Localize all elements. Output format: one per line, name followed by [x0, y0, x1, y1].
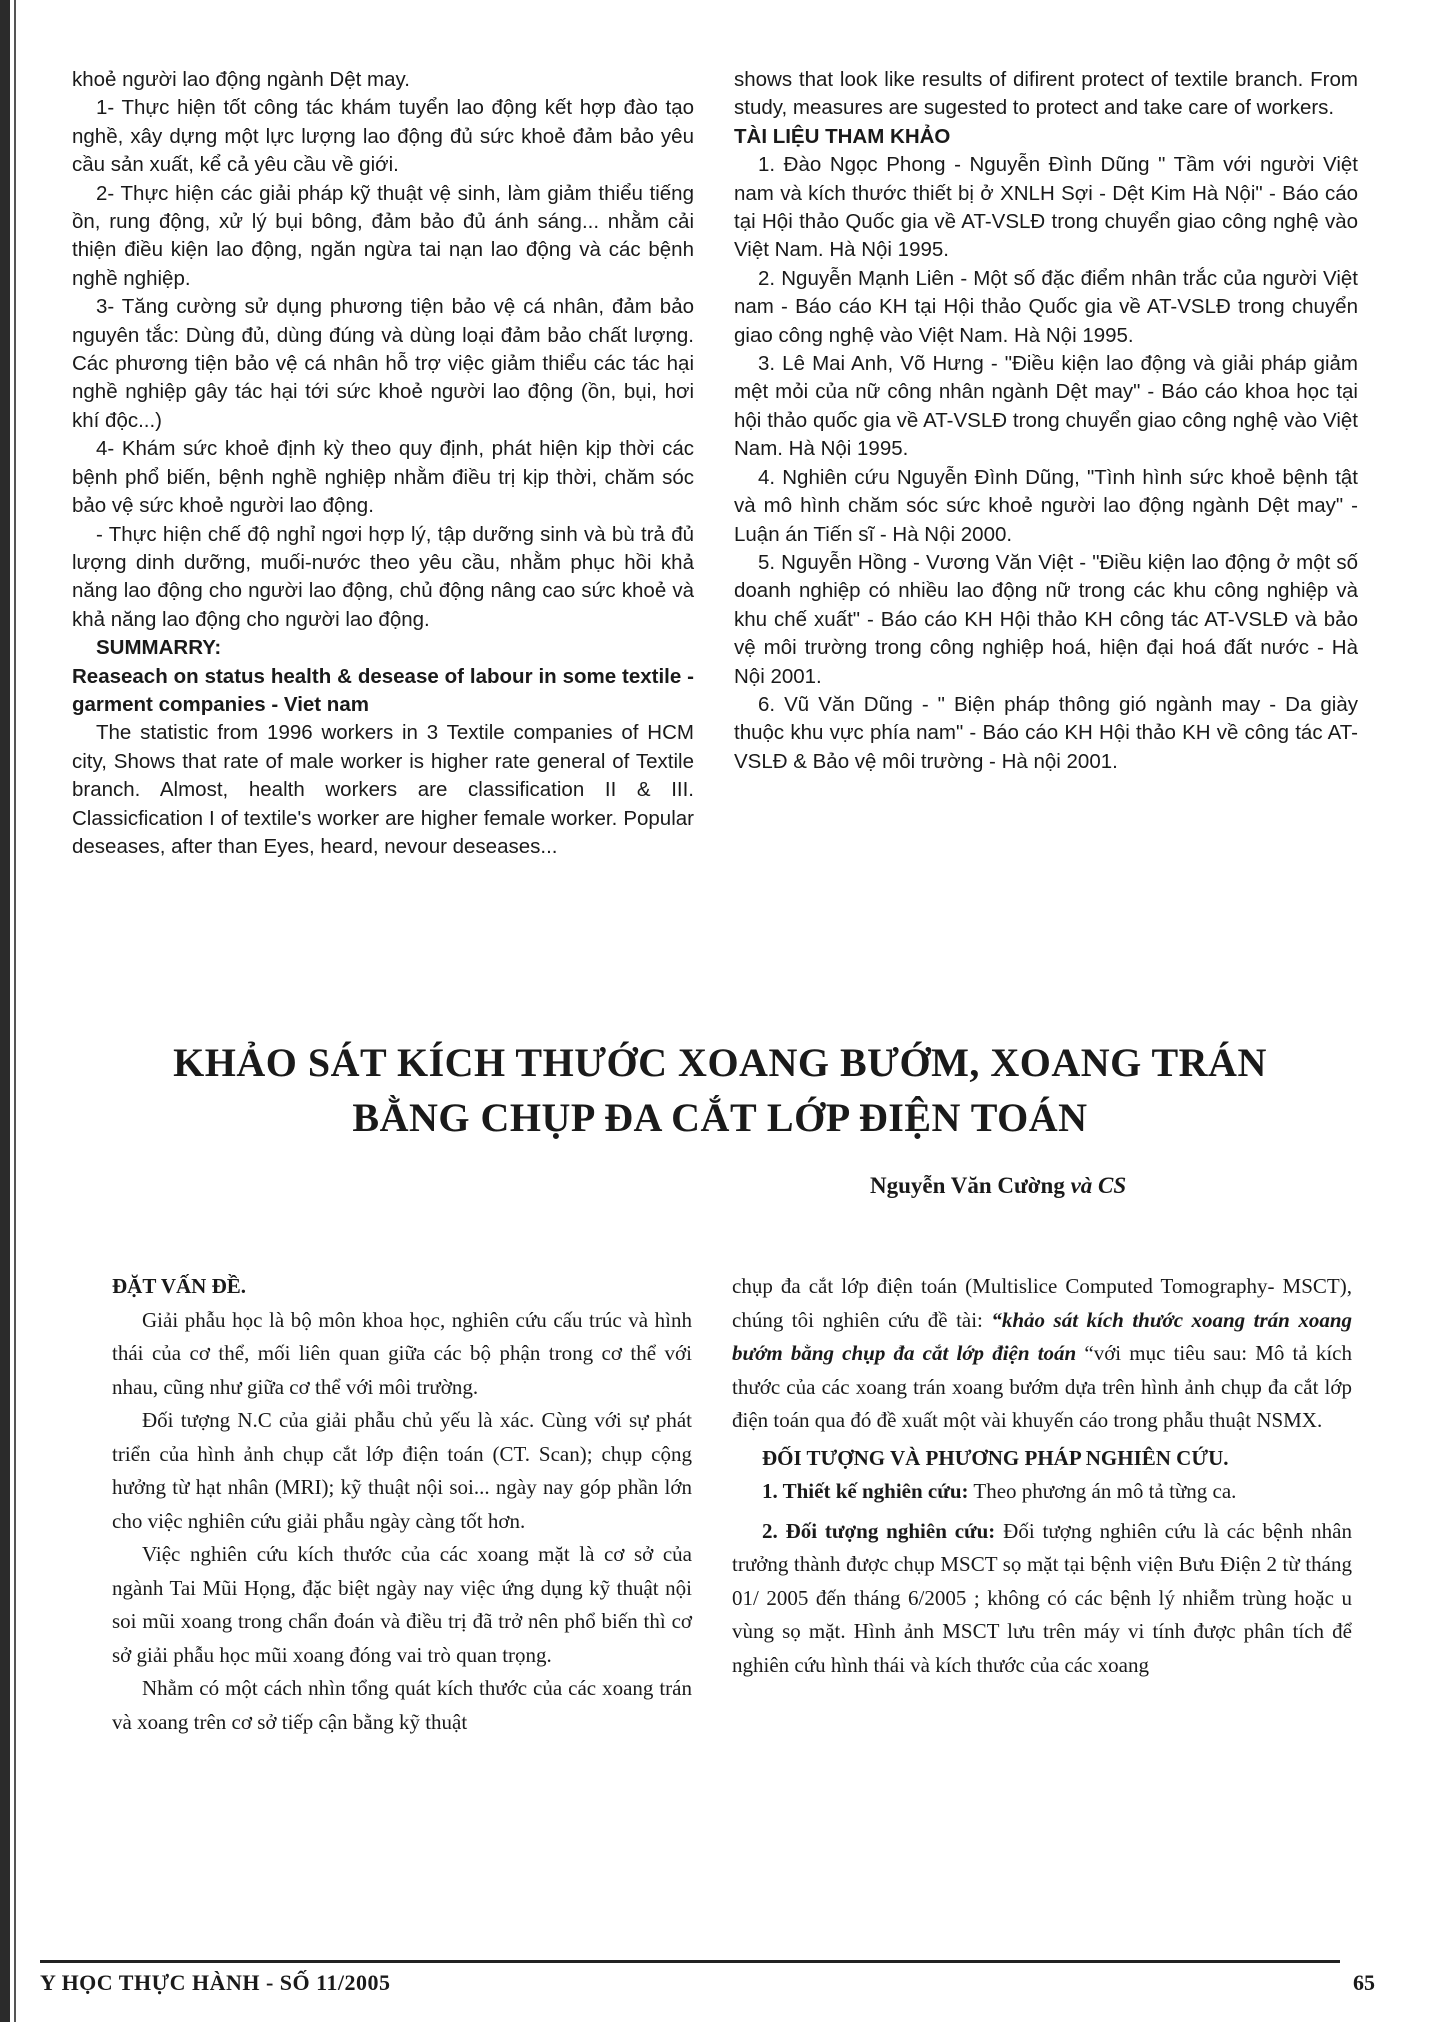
article-title-line-2: BẰNG CHỤP ĐA CẮT LỚP ĐIỆN TOÁN	[352, 1095, 1088, 1140]
paragraph: 4- Khám sức khoẻ định kỳ theo quy định, phát hiện kịp thời các bệnh phổ biến, bệnh nghề nghiệp nhằm điều trị kịp thời, chăm sóc bảo vệ sức khoẻ người lao động.	[72, 437, 694, 518]
summary-label: SUMMARRY:	[96, 636, 222, 660]
page-spine-line	[14, 0, 16, 2022]
paragraph: Nhằm có một cách nhìn tổng quát kích thước của các xoang trán và xoang trên cơ sở tiếp cận bằng kỹ thuật	[112, 1676, 692, 1734]
article-author	[870, 1173, 1126, 1199]
author-name: Nguyễn Văn Cường	[870, 1173, 1065, 1198]
text-run: “với mục tiêu sau: Mô tả kích thước của các xoang trán xoang bướm dựa trên hình ảnh chụp đa cắt lớp điện toán qua đó đề xuất một vài khuyến cáo trong phẫu thuật NSMX.	[732, 1341, 1353, 1432]
text-line: khoẻ người lao động ngành Dệt may.	[72, 68, 410, 91]
item-label: 1. Thiết kế nghiên cứu:	[762, 1479, 969, 1503]
reference-item: 3. Lê Mai Anh, Võ Hưng - "Điều kiện lao động và giải pháp giảm mệt mỏi của nữ công nhân ngành Dệt may" - Báo cáo khoa học tại hội thảo quốc gia về AT-VSLĐ trong chuyển giao công nghệ vào Việt Nam. Hà Nội 1995.	[734, 352, 1358, 461]
reference-item: 1. Đào Ngọc Phong - Nguyễn Đình Dũng " Tầm với người Việt nam và kích thước thiết bị ở XNLH Sợi - Dệt Kim Hà Nội" - Báo cáo tại Hội thảo Quốc gia về AT-VSLĐ trong chuyển giao công nghệ vào Việt Nam. Hà Nội 1995.	[734, 153, 1358, 262]
page-number: 65	[1353, 1970, 1375, 1995]
author-suffix: và CS	[1070, 1173, 1127, 1198]
reference-item: 6. Vũ Văn Dũng - " Biện pháp thông gió ngành may - Da giày thuộc khu vực phía nam" - Báo cáo KH Hội thảo KH về công tác AT-VSLĐ & Bảo vệ môi trường - Hà nội 2001.	[734, 692, 1358, 773]
section-heading: ĐỐI TƯỢNG VÀ PHƯƠNG PHÁP NGHIÊN CỨU.	[762, 1445, 1229, 1470]
right-bottom-column	[732, 1270, 1352, 1682]
paragraph: Việc nghiên cứu kích thước của các xoang mặt là cơ sở của ngành Tai Mũi Họng, đặc biệt ngày nay việc ứng dụng kỹ thuật nội soi mũi xoang trong chẩn đoán và điều trị đã trở nên phổ biến thì cơ sở giải phẫu học mũi xoang đóng vai trò quan trọng.	[112, 1542, 692, 1667]
paragraph: - Thực hiện chế độ nghỉ ngơi hợp lý, tập dưỡng sinh và bù trả đủ lượng dinh dưỡng, muối-nước theo yêu cầu, nhằm phục hồi khả năng lao động cho người lao động, chủ động nâng cao sức khoẻ và khả năng lao động cho người lao động.	[72, 522, 694, 631]
summary-continuation: shows that look like results of difirent protect of textile branch. From study, measures are sugested to protect and take care of workers.	[734, 68, 1358, 120]
paragraph	[732, 1270, 1352, 1438]
section-heading: ĐẶT VẤN ĐỀ.	[112, 1274, 246, 1298]
reference-item: 4. Nghiên cứu Nguyễn Đình Dũng, "Tình hình sức khoẻ bệnh tật và mô hình chăm sóc sức khoẻ người lao động ngành Dệt may" - Luận án Tiến sĩ - Hà Nội 2000.	[734, 465, 1358, 546]
paragraph: 2- Thực hiện các giải pháp kỹ thuật vệ sinh, làm giảm thiểu tiếng ồn, rung động, xử lý bụi bông, đảm bảo đủ ánh sáng... nhằm cải thiện điều kiện lao động, ngăn ngừa tai nạn lao động và các bệnh nghề nghiệp.	[72, 181, 694, 290]
article-title	[90, 1035, 1350, 1145]
paragraph: Giải phẫu học là bộ môn khoa học, nghiên cứu cấu trúc và hình thái của cơ thể, mối liên quan giữa các bộ phận trong cơ thể với nhau, cũng như giữa cơ thể với môi trường.	[112, 1307, 692, 1399]
references-title: TÀI LIỆU THAM KHẢO	[734, 124, 951, 148]
paragraph: 3- Tăng cường sử dụng phương tiện bảo vệ cá nhân, đảm bảo nguyên tắc: Dùng đủ, dùng đúng và dùng loại đảm bảo chất lượng. Các phương tiện bảo vệ cá nhân hỗ trợ việc giảm thiểu các tác hại nghề nghiệp gây tác hại tới sức khoẻ người lao động (ồn, bụi, hơi khí độc...)	[72, 295, 694, 432]
study-title-quote: “khảo sát kích thước xoang trán xoang bướm bằng chụp đa cắt lớp điện toán	[732, 1307, 1353, 1365]
item-text: Đối tượng nghiên cứu là các bệnh nhân trưởng thành được chụp MSCT sọ mặt tại bệnh viện Bưu Điện 2 từ tháng 01/ 2005 đến tháng 6/2005 ; không có các bệnh lý nhiễm trùng hoặc u vùng sọ mặt. Hình ảnh MSCT lưu trên máy vi tính được phân tích để nghiên cứu hình thái và kích thước của các xoang	[732, 1518, 1352, 1677]
text-run: chụp đa cắt lớp điện toán (Multislice Computed Tomography- MSCT), chúng tôi nghiên cứu đề tài:	[732, 1274, 1352, 1332]
article-title-line-1: KHẢO SÁT KÍCH THƯỚC XOANG BƯỚM, XOANG TRÁN	[173, 1040, 1267, 1085]
left-top-column	[72, 66, 694, 861]
footer-rule	[40, 1960, 1340, 1963]
journal-footer: Y HỌC THỰC HÀNH - SỐ 11/2005	[40, 1970, 391, 1995]
paragraph: Đối tượng N.C của giải phẫu chủ yếu là xác. Cùng với sự phát triển của hình ảnh chụp cắt lớp điện toán (CT. Scan); chụp cộng hưởng từ hạt nhân (MRI); kỹ thuật nội soi... ngày nay góp phần lớn cho việc nghiên cứu giải phẫu ngày càng tốt hơn.	[112, 1408, 692, 1533]
left-bottom-column	[112, 1270, 692, 1739]
paragraph	[732, 1515, 1352, 1683]
item-label: 2. Đối tượng nghiên cứu:	[762, 1518, 996, 1543]
paragraph: 1- Thực hiện tốt công tác khám tuyển lao động kết hợp đào tạo nghề, xây dựng một lực lượng lao động đủ sức khoẻ đảm bảo yêu cầu sản xuất, kể cả yêu cầu về giới.	[72, 96, 694, 177]
reference-item: 5. Nguyễn Hồng - Vương Văn Việt - "Điều kiện lao động ở một số doanh nghiệp có nhiều lao động nữ trong các khu công nghiệp và khu chế xuất" - Báo cáo KH Hội thảo KH công tác AT-VSLĐ và bảo vệ môi trường trong công nghiệp hoá, hiện đại hoá đất nước - Hà Nội 2001.	[734, 550, 1358, 688]
summary-text: The statistic from 1996 workers in 3 Textile companies of HCM city, Shows that rate of male worker is higher rate general of Textile branch. Almost, health workers are classification II & III. Classicfication I of textile's worker are higher female worker. Popular deseases, after than Eyes, heard, nevour deseases...	[72, 721, 694, 858]
right-top-column	[734, 66, 1358, 776]
reference-item: 2. Nguyễn Mạnh Liên - Một số đặc điểm nhân trắc của người Việt nam - Báo cáo KH tại Hội thảo Quốc gia về AT-VSLĐ trong chuyển giao công nghệ vào Việt Nam. Hà Nội 1995.	[734, 266, 1358, 347]
paragraph	[732, 1475, 1352, 1509]
item-text: Theo phương án mô tả từng ca.	[973, 1479, 1237, 1503]
summary-title: Reaseach on status health & desease of labour in some textile - garment companies - Viet nam	[72, 664, 694, 716]
page-spine-edge	[0, 0, 10, 2022]
